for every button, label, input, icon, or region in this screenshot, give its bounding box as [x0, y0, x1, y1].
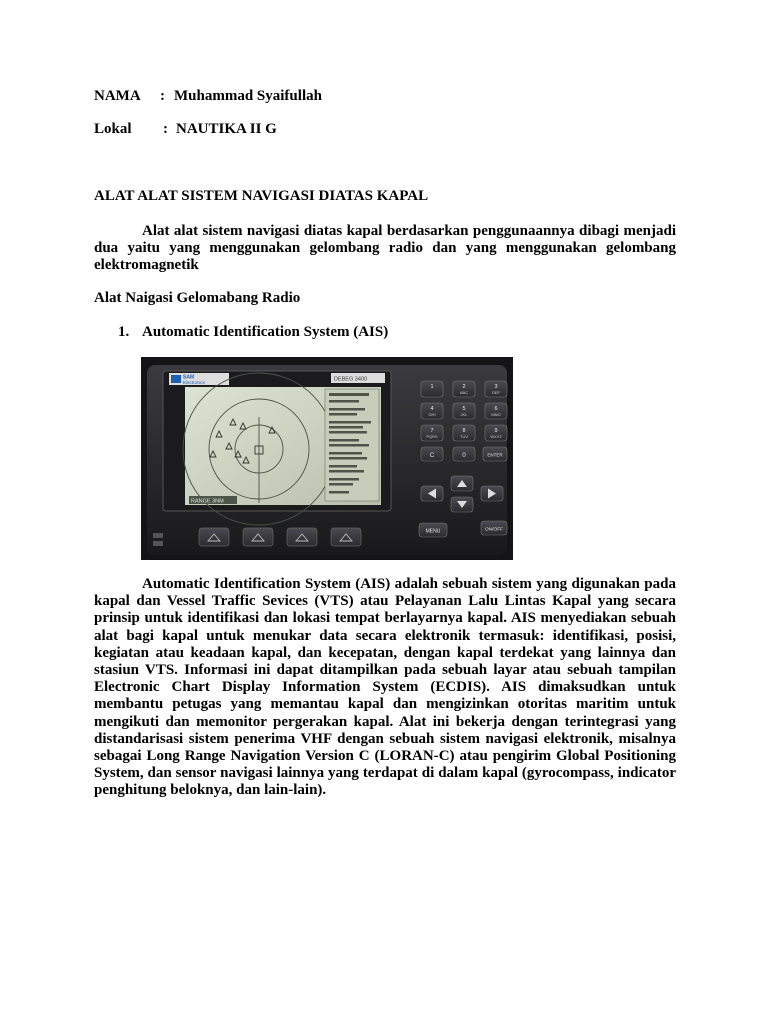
name-separator: : — [160, 88, 165, 104]
keypad-key-letters: WXYZ — [490, 434, 502, 439]
section-heading: Alat Naigasi Gelomabang Radio — [94, 290, 301, 306]
keypad-key-letters: MNO — [491, 412, 501, 417]
keypad-key-number: 5 — [462, 406, 466, 412]
class-line — [94, 121, 277, 138]
soft-key-1-button[interactable] — [199, 528, 229, 546]
enter-key-label: ENTER — [487, 452, 503, 458]
keypad-key-number: 3 — [494, 384, 498, 390]
keypad-key-7-button[interactable] — [421, 425, 443, 441]
keypad-key-number: 4 — [430, 406, 434, 412]
keypad-key-8-button[interactable] — [453, 425, 475, 441]
menu-label: MENU — [425, 528, 441, 535]
class-value: NAUTIKA II G — [176, 121, 277, 137]
keypad-key-number: 8 — [462, 428, 466, 434]
list-item-number: 1. — [118, 324, 130, 340]
ais-device-photo — [141, 357, 513, 560]
keypad-key-number: 9 — [494, 428, 498, 434]
keypad-key-letters: ABC — [459, 390, 469, 395]
keypad-key-letters: DEF — [492, 390, 500, 395]
keypad-key-number: 7 — [430, 428, 434, 434]
soft-key-4-button[interactable] — [331, 528, 361, 546]
brand-logo-icon — [171, 375, 181, 383]
body-paragraph: Automatic Identification System (AIS) adalah sebuah sistem yang digunakan pada kapal dan Vessel Traffic Sevices (VTS) atau Pelayanan Lalu Lintas Kapal yang secara prinsip untuk identifikasi dan lokasi tempat berlayarnya kapal. AIS menyediakan sebuah alat bagi kapal untuk menukar data secara elektronik termasuk: identifikasi, posisi, kegiatan atau keadaan kapal, dan kecepatan, dengan kapal terdekat yang lainnya dan stasiun VTS. Informasi ini dapat ditampilkan pada sebuah layar atau sebuah tampilan Electronic Chart Display Information System (ECDIS). AIS dimaksudkan untuk membantu petugas yang memantau kapal dan mengizinkan otoritas maritim untuk mengikuti dan memonitor pergerakan kapal. Alat ini bekerja dengan terintegrasi yang distandarisasi sistem penerima VHF dengan sebuah sistem navigasi elektronik, misalnya sebagai Long Range Navigation Version C (LORAN-C) atau pengirim Global Positioning System, dan sensor navigasi lainnya yang terdapat di dalam kapal (gyrocompass, indicator penghitung beloknya, dan lain-lain). — [94, 576, 676, 799]
keypad-key-number: 6 — [494, 406, 498, 412]
name-line — [94, 88, 322, 105]
clear-key-label: C — [429, 453, 435, 459]
keypad-key-letters: JKL — [460, 412, 468, 417]
keypad-key-2-button[interactable] — [453, 381, 475, 397]
soft-key-3-button[interactable] — [287, 528, 317, 546]
power-label: ON/OFF — [484, 527, 504, 533]
intro-paragraph: Alat alat sistem navigasi diatas kapal berdasarkan penggunaannya dibagi menjadi dua yaitu yang menggunakan gelombang radio dan yang menggunakan gelombang elektromagnetik — [94, 223, 676, 274]
brand-line1: SAM — [183, 374, 195, 381]
keypad-key-letters: PQRS — [426, 434, 438, 439]
screen-range-label: RANGE 3NM — [191, 498, 224, 505]
list-item-title: Automatic Identification System (AIS) — [142, 324, 389, 340]
keypad-key-letters: TUV — [460, 434, 468, 439]
soft-key-2-button[interactable] — [243, 528, 273, 546]
keypad-key-number: 2 — [462, 384, 466, 390]
class-separator: : — [163, 121, 168, 137]
keypad-key-number: 1 — [430, 384, 434, 390]
model-label: DEBEG 3400 — [334, 376, 368, 383]
class-label: Lokal — [94, 121, 132, 137]
keypad-key-4-button[interactable] — [421, 403, 443, 419]
list-item — [118, 324, 388, 341]
keypad-key-letters: GHI — [428, 412, 436, 417]
document-title: ALAT ALAT SISTEM NAVIGASI DIATAS KAPAL — [94, 188, 429, 204]
brand-line2: Electronics — [183, 380, 206, 385]
keypad — [421, 381, 507, 441]
keypad-key-6-button[interactable] — [485, 403, 507, 419]
keypad-key-3-button[interactable] — [485, 381, 507, 397]
name-value: Muhammad Syaifullah — [174, 88, 322, 104]
zero-key-label: 0 — [462, 453, 466, 459]
keypad-key-5-button[interactable] — [453, 403, 475, 419]
keypad-key-1-button[interactable] — [421, 381, 443, 397]
name-label: NAMA — [94, 88, 141, 104]
keypad-key-9-button[interactable] — [485, 425, 507, 441]
